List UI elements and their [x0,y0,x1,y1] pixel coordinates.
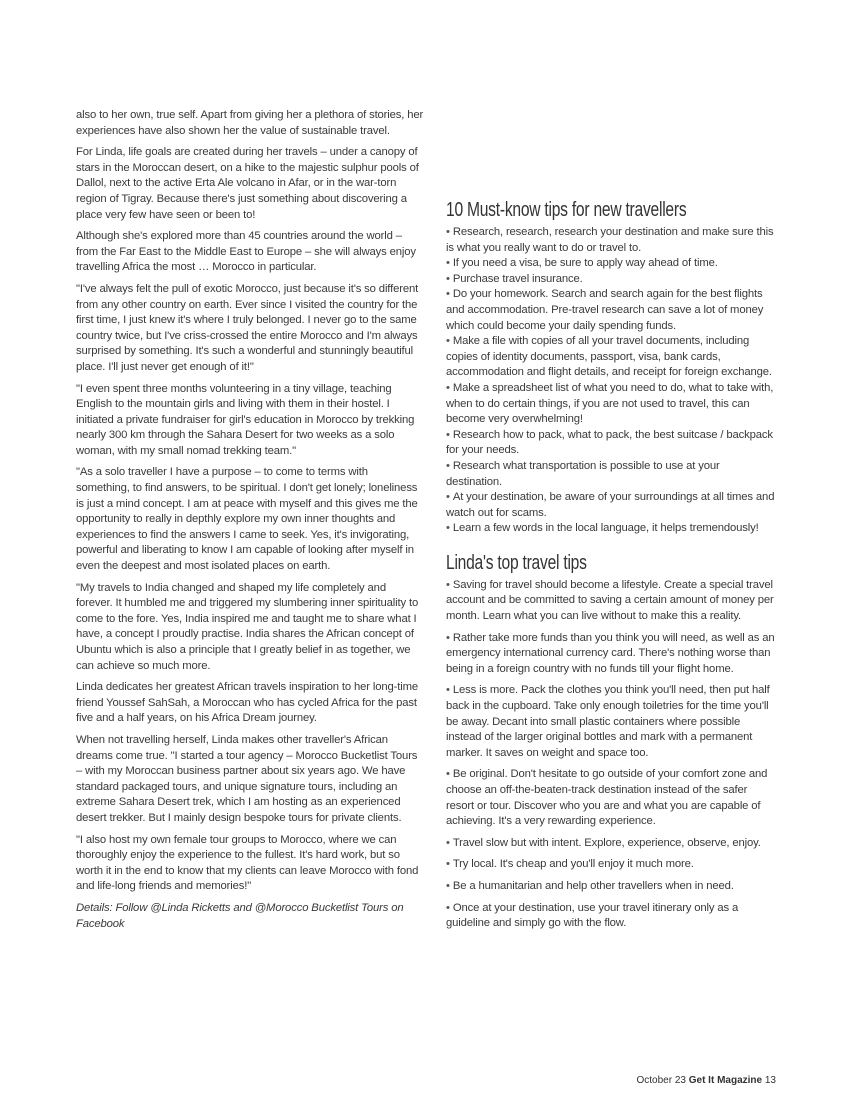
linda-top-tips-section [446,551,776,932]
tip-text: If you need a visa, be sure to apply way ahead of time. [452,257,718,270]
left-column [76,108,424,932]
tip-item [446,879,776,895]
article-paragraph: Although she's explored more than 45 countries around the world – from the Far East to the Middle East to Europe – she will always enjoy travelling Africa the most … Morocco in particular. [76,230,416,274]
tip-item [446,225,776,256]
tip-item [446,490,776,521]
tip-text: Make a spreadsheet list of what you need to do, what to take with, when to do certain things, if you are not used to travel, this can become very overwhelming! [446,381,774,426]
must-know-tips-heading: 10 Must-know tips for new travellers [446,199,687,221]
bullet-icon: • [446,335,450,348]
tip-text: Be a humanitarian and help other travellers when in need. [452,879,734,892]
tip-text: Once at your destination, use your travel itinerary only as a guideline and simply go with the flow. [446,901,739,930]
page-footer [600,1075,776,1086]
tip-item [446,459,776,490]
article-paragraph: also to her own, true self. Apart from giving her a plethora of stories, her experiences have also shown her the value of sustainable travel. [76,109,424,137]
tip-text: Less is more. Pack the clothes you think you'll need, then put half back in the cupboard. Take only enough toiletries for the time you'll be away. Decant into small plastic containers where possible instead of the larger original bottles and mark with a permanent marker. It saves on weight and space too. [446,684,770,759]
tip-item [446,334,776,381]
tip-text: Research what transportation is possible to use at your destination. [446,459,720,488]
bullet-icon: • [446,491,450,504]
details-credit: Details: Follow @Linda Ricketts and @Morocco Bucketlist Tours on Facebook [76,901,404,930]
bullet-icon: • [446,257,450,270]
bullet-icon: • [446,522,450,535]
tip-item [446,272,776,288]
linda-top-tips-list [446,578,776,932]
tip-text: Learn a few words in the local language, it helps tremendously! [452,522,759,535]
tip-item [446,901,776,932]
tip-text: Rather take more funds than you think you will need, as well as an emergency international currency card. There's nothing worse than being in a foreign country with no funds till your flight home. [446,631,775,675]
article-paragraph: "My travels to India changed and shaped my life completely and forever. It humbled me and triggered my slumbering inner spirituality to come to the fore. Yes, India inspired me and taught me to share what I have, a concept I proudly practise. India shares the African concept of Ubuntu which is also a principle that I greatly belief in as together, we can achieve so much more. [76,581,419,672]
article-paragraph: "I've always felt the pull of exotic Morocco, just because it's so different from any other country on earth. Ever since I visited the country for the first time, I just knew it's where I truly belonged. I never go to the same country twice, but I've criss-crossed the entire Morocco and I'm always surprised by something. It's such a wonderful and stunningly beautiful place. I'll just never get enough of it!" [76,282,419,373]
tip-item [446,631,776,678]
tip-text: Try local. It's cheap and you'll enjoy it much more. [452,858,694,871]
must-know-tips-list [446,225,776,537]
article-paragraph: Linda dedicates her greatest African travels inspiration to her long-time friend Youssef SahSah, a Moroccan who has cycled Africa for the past five and a half years, on his Africa Dream journey. [76,681,418,725]
right-column [446,198,776,938]
bullet-icon: • [446,288,450,301]
bullet-icon: • [446,631,450,644]
bullet-icon: • [446,879,450,892]
tip-item [446,521,776,537]
article-paragraph: "I also host my own female tour groups to Morocco, where we can thoroughly enjoy the experience to the fullest. It's hard work, but so worth it in the end to know that my clients can leave Morocco with fond and life-long friends and memories!" [76,833,419,893]
article-paragraph: "As a solo traveller I have a purpose – to come to terms with something, to find answers, to be spiritual. I don't get lonely; loneliness is just a mind concept. I am at peace with myself and this gives me the opportunity to really in depthly explore my own inner thoughts and experiences to find the answers I came to seek. Yes, it's invigorating, powerful and liberating to know I am capable of looking after myself in even the deepest and most isolated places on earth. [76,466,418,573]
bullet-icon: • [446,459,450,472]
bullet-icon: • [446,381,450,394]
must-know-tips-section [446,198,776,537]
article-paragraph: "I even spent three months volunteering in a tiny village, teaching English to the mountain girls and living with them in their hostel. I initiated a private fundraiser for girl's education in Morocco by trekking nearly 300 km through the Sahara Desert for two weeks as a solo woman, with my small nomad trekking team." [76,382,415,457]
tip-text: Do your homework. Search and search again for the best flights and accommodation. Pre-travel research can save a lot of money which could become your daily spending funds. [446,288,764,332]
tip-text: Travel slow but with intent. Explore, experience, observe, enjoy. [452,836,761,849]
bullet-icon: • [446,272,450,285]
tip-text: Be original. Don't hesitate to go outside of your comfort zone and choose an off-the-beaten-track destination instead of the safer resort or tour. Discover who you are and what you are capable of achieving. It's a very rewarding experience. [446,768,768,828]
tip-item [446,428,776,459]
tip-text: Purchase travel insurance. [452,272,583,285]
tip-text: At your destination, be aware of your surroundings at all times and watch out for scams. [446,491,775,519]
article-paragraph: When not travelling herself, Linda makes other traveller's African dreams come true. "I started a tour agency – Morocco Bucketlist Tours – with my Moroccan business partner about six years ago. We have standard packaged tours, and unique signature tours, including an extreme Sahara Desert trek, which I am hosting as an experienced desert trekker. But I mainly design bespoke tours for private clients. [76,733,418,824]
footer-issue: October 23 [636,1075,686,1086]
footer-magazine-name: Get It Magazine [688,1075,763,1086]
tip-item [446,683,776,761]
tip-item [446,381,776,428]
tip-text: Saving for travel should become a lifestyle. Create a special travel account and be committed to saving a certain amount of money per month. Learn what you can live without to make this a reality. [446,578,774,623]
tip-item [446,578,776,625]
bullet-icon: • [446,226,450,238]
tip-text: Research, research, research your destination and make sure this is what you really want to do or travel to. [446,226,774,254]
tip-text: Research how to pack, what to pack, the best suitcase / backpack for your needs. [446,428,773,457]
bullet-icon: • [446,836,450,849]
article-paragraph: For Linda, life goals are created during her travels – under a canopy of stars in the Moroccan desert, on a hike to the majestic sulphur pools of Dallol, next to the active Erta Ale volcano in Afar, or in the war-torn region of Tigray. Because there's just something about discovering a place very few have seen or been to! [76,146,419,221]
tip-item [446,256,776,272]
bullet-icon: • [446,858,450,871]
tip-item [446,287,776,334]
bullet-icon: • [446,768,450,781]
bullet-icon: • [446,578,450,591]
tip-item [446,836,776,852]
tip-text: Make a file with copies of all your travel documents, including copies of identity documents, passport, visa, bank cards, accommodation and flight details, and receipt for foreign exchange. [446,335,772,379]
bullet-icon: • [446,428,450,441]
bullet-icon: • [446,684,450,697]
bullet-icon: • [446,901,450,914]
tip-item [446,857,776,873]
page-number: 13 [764,1075,776,1086]
tip-item [446,767,776,829]
linda-top-tips-heading: Linda's top travel tips [446,551,587,574]
